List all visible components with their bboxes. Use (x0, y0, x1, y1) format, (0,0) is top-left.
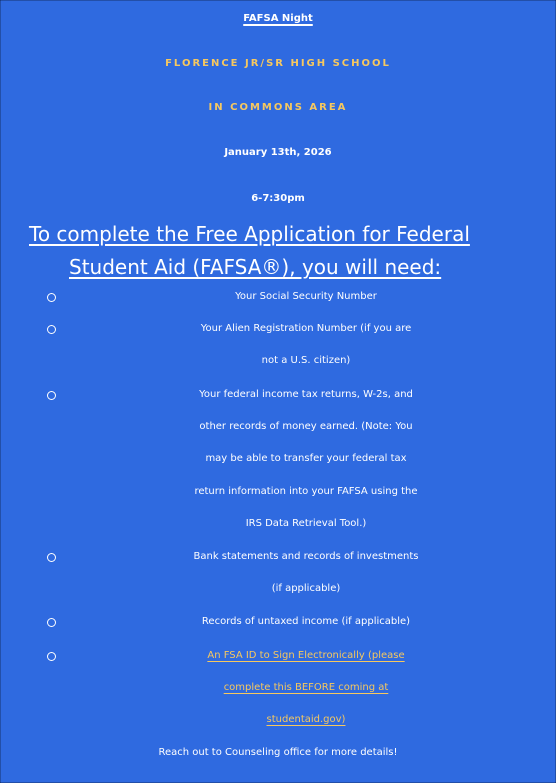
requirement-tax-returns-line-2: other records of money earned. (Note: You (199, 421, 413, 432)
requirement-bank-statements-line-2: (if applicable) (271, 583, 341, 594)
requirement-alien-registration-line-1: Your Alien Registration Number (if you are (200, 323, 412, 334)
requirement-tax-returns-line-1: Your federal income tax returns, W-2s, and (199, 389, 413, 400)
requirements-intro-line-2: Student Aid (FAFSA®), you will need: (69, 255, 442, 279)
requirement-tax-returns-line-5: IRS Data Retrieval Tool.) (245, 518, 367, 529)
requirement-untaxed-income: Records of untaxed income (if applicable) (201, 616, 411, 627)
event-location: IN COMMONS AREA (208, 102, 348, 113)
footer-contact-note: Reach out to Counseling office for more details! (158, 747, 398, 758)
requirement-tax-returns-line-3: may be able to transfer your federal tax (205, 453, 407, 464)
requirement-tax-returns-line-4: return information into your FAFSA using the (194, 486, 418, 497)
school-name: FLORENCE JR/SR HIGH SCHOOL (165, 58, 391, 69)
requirement-bank-statements-line-1: Bank statements and records of investments (193, 551, 419, 562)
event-title: FAFSA Night (243, 13, 313, 24)
requirement-alien-registration-line-2: not a U.S. citizen) (261, 355, 351, 366)
fsa-id-link-line-2[interactable]: complete this BEFORE coming at (223, 682, 389, 693)
fsa-id-link-line-1[interactable]: An FSA ID to Sign Electronically (please (207, 650, 405, 661)
event-date: January 13th, 2026 (224, 147, 332, 158)
requirements-intro-line-1: To complete the Free Application for Federal (29, 222, 470, 246)
fsa-id-link-line-3[interactable]: studentaid.gov) (266, 714, 346, 725)
event-time: 6-7:30pm (251, 193, 305, 204)
requirement-ssn: Your Social Security Number (235, 291, 377, 302)
